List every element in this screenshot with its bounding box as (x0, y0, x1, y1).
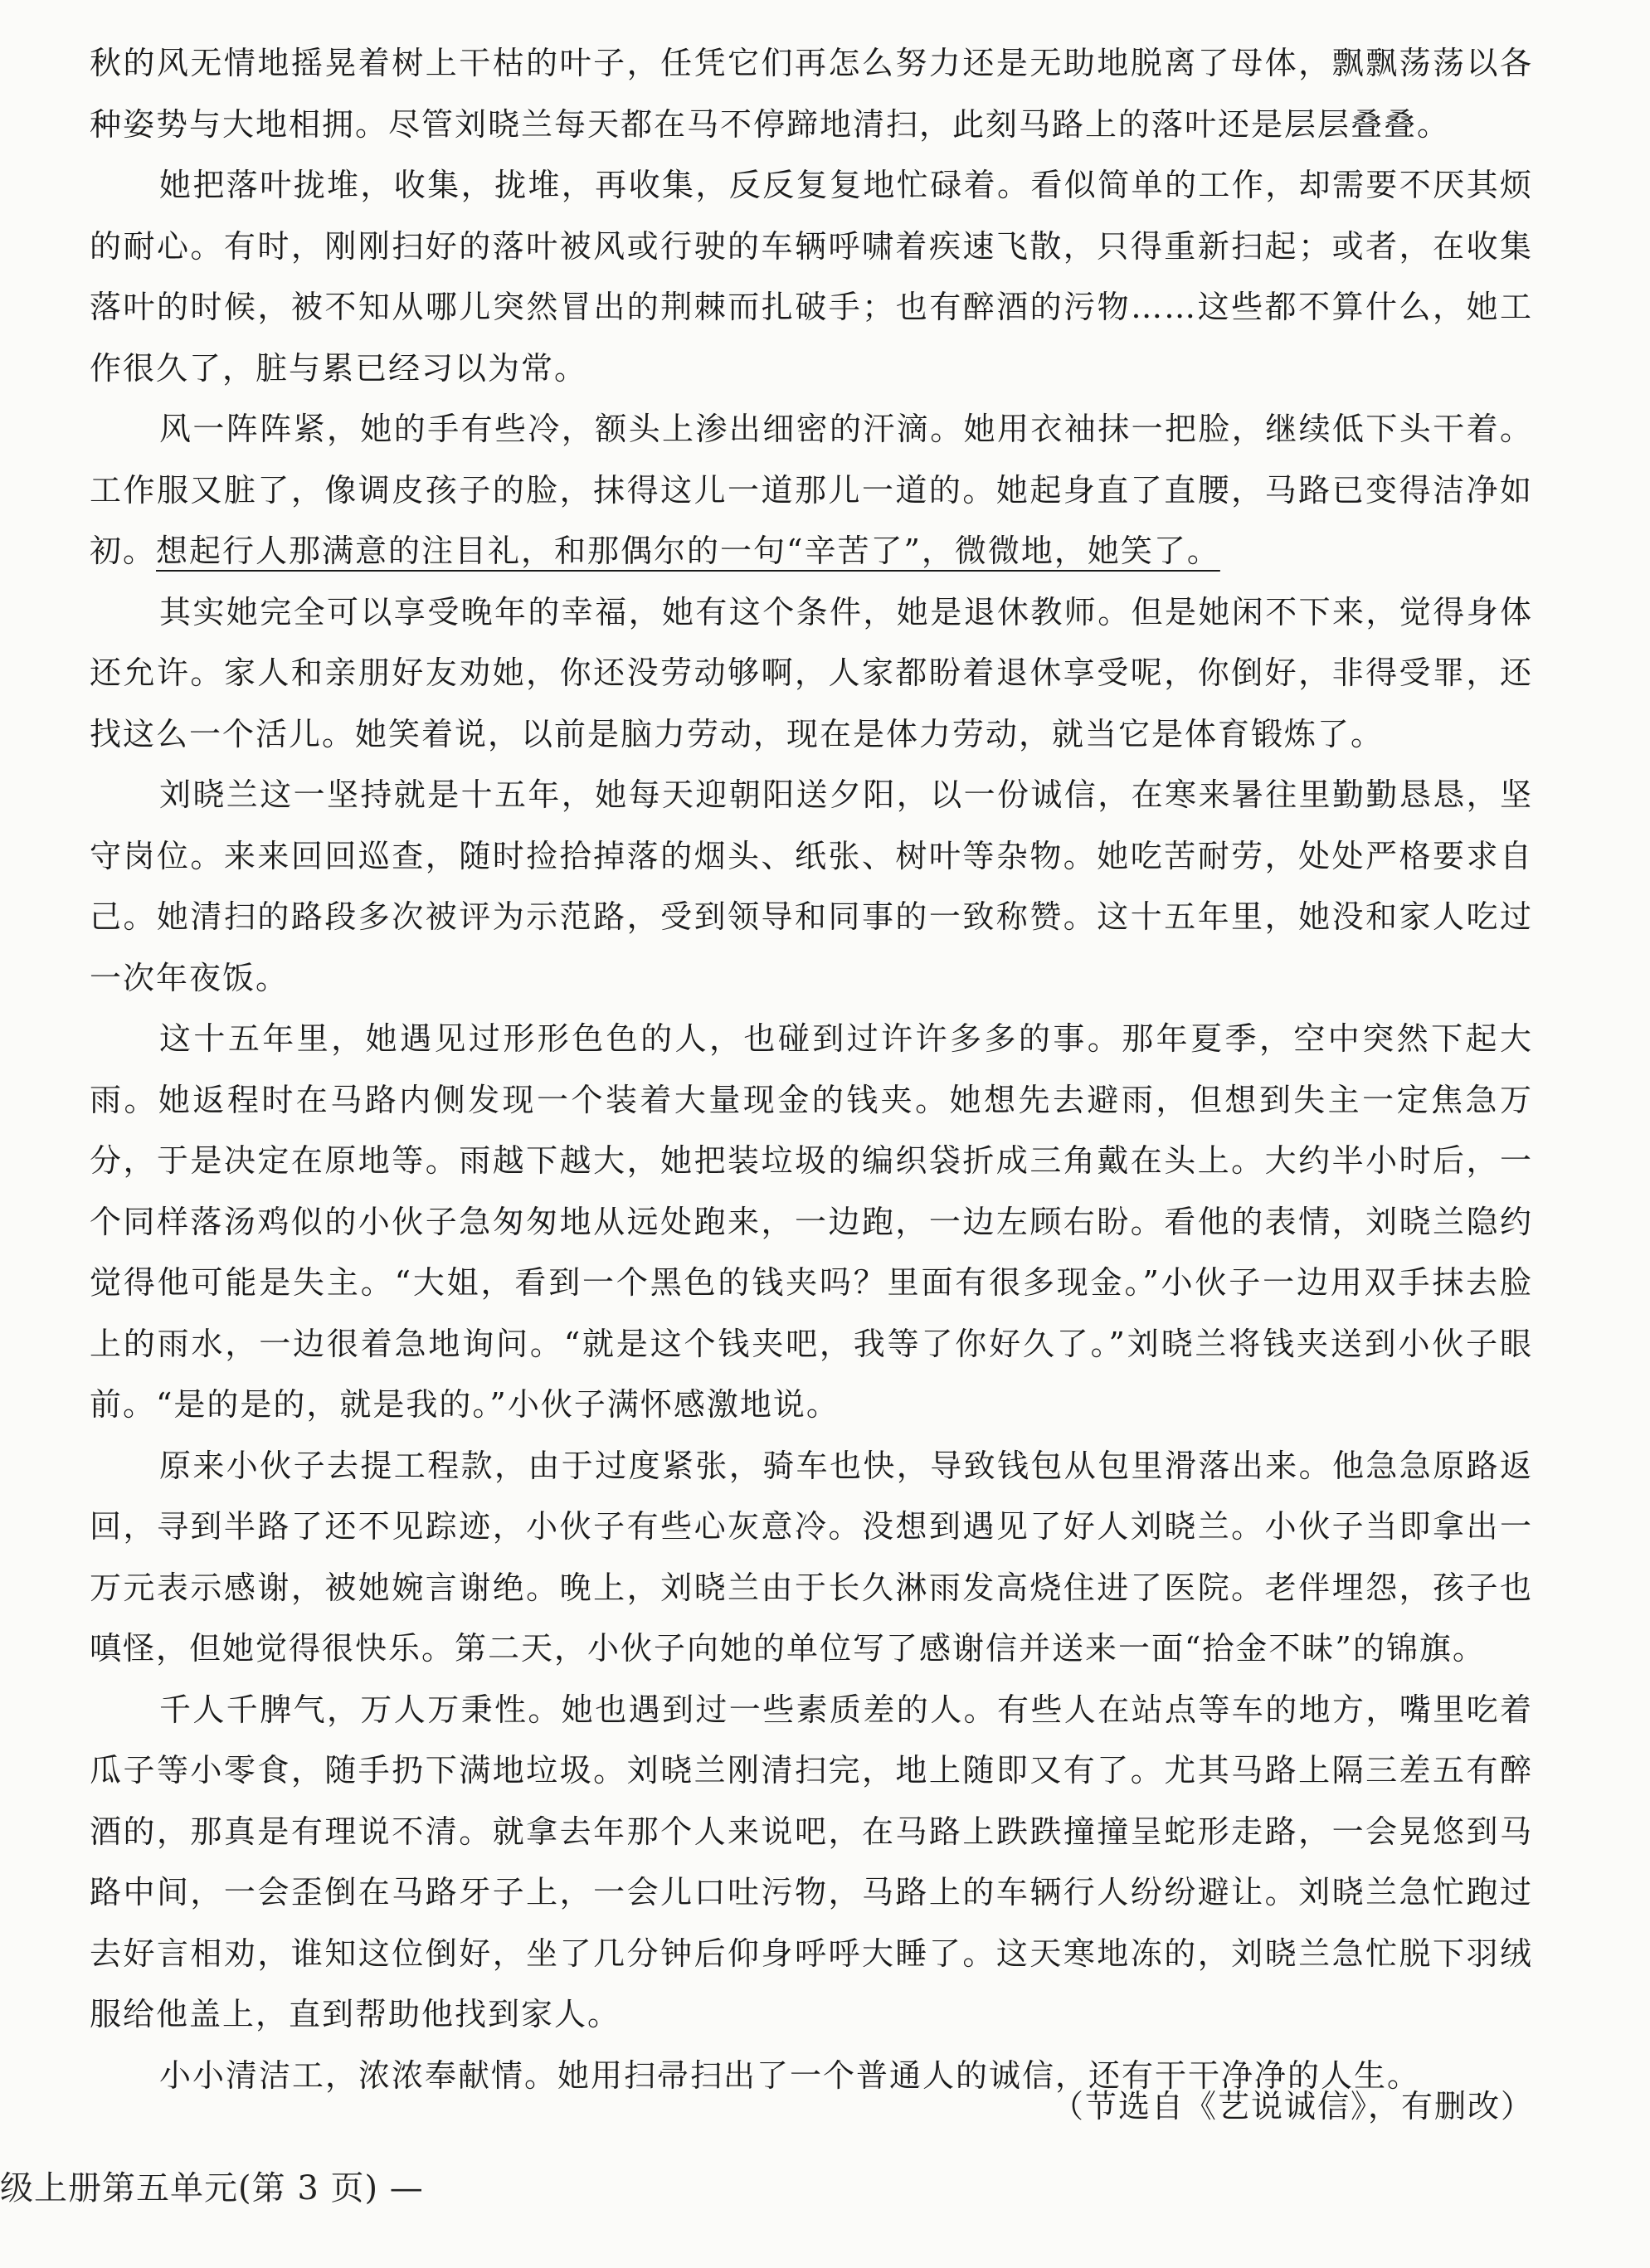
paragraph-4: 其实她完全可以享受晚年的幸福，她有这个条件，她是退休教师。但是她闲不下来，觉得身体还允许。家人和亲朋好友劝她，你还没劳动够啊，人家都盼着退休享受呢，你倒好，非得受罪，还找这么一个活儿。她笑着说，以前是脑力劳动，现在是体力劳动，就当它是体育锻炼了。 (90, 593, 1533, 752)
paragraph-9: 小小清洁工，浓浓奉献情。她用扫帚扫出了一个普通人的诚信，还有干干净净的人生。 (159, 2056, 1421, 2094)
article-body (90, 33, 1533, 2106)
paragraph-6: 这十五年里，她遇见过形形色色的人，也碰到过许许多多的事。那年夏季，空中突然下起大雨。她返程时在马路内侧发现一个装着大量现金的钱夹。她想先去避雨，但想到失主一定焦急万分，于是决定在原地等。雨越下越大，她把装垃圾的编织袋折成三角戴在头上。大约半小时后，一个同样落汤鸡似的小伙子急匆匆地从远处跑来，一边跑，一边左顾右盼。看他的表情，刘晓兰隐约觉得他可能是失主。“大姐，看到一个黑色的钱夹吗？里面有很多现金。”小伙子一边用双手抹去脸上的雨水，一边很着急地询问。“就是这个钱夹吧，我等了你好久了。”刘晓兰将钱夹送到小伙子眼前。“是的是的，就是我的。”小伙子满怀感激地说。 (90, 1020, 1533, 1423)
paragraph-1: 秋的风无情地摇晃着树上干枯的叶子，任凭它们再怎么努力还是无助地脱离了母体，飘飘荡荡以各种姿势与大地相拥。尽管刘晓兰每天都在马不停蹄地清扫，此刻马路上的落叶还是层层叠叠。 (90, 45, 1533, 143)
paragraph-5: 刘晓兰这一坚持就是十五年，她每天迎朝阳送夕阳，以一份诚信，在寒来暑往里勤勤恳恳，坚守岗位。来来回回巡查，随时捡拾掉落的烟头、纸张、树叶等杂物。她吃苦耐劳，处处严格要求自己。她清扫的路段多次被评为示范路，受到领导和同事的一致称赞。这十五年里，她没和家人吃过一次年夜饭。 (90, 776, 1533, 996)
page-footer: 级上册第五单元(第 3 页) — (0, 2169, 424, 2207)
source-citation: （节选自《艺说诚信》，有删改） (1051, 2088, 1534, 2124)
paragraph-3: 风一阵阵紧，她的手有些冷，额头上渗出细密的汗滴。她用衣袖抹一把脸，继续低下头干着。工作服又脏了，像调皮孩子的脸，抹得这儿一道那儿一道的。她起身直了直腰，马路已变得洁净如初。想起行人那满意的注目礼，和那偶尔的一句“辛苦了”，微微地，她笑了。 (90, 411, 1533, 569)
underlined-sentence: 想起行人那满意的注目礼，和那偶尔的一句“辛苦了”，微微地，她笑了。 (156, 533, 1220, 569)
paragraph-2: 她把落叶拢堆，收集，拢堆，再收集，反反复复地忙碌着。看似简单的工作，却需要不厌其烦的耐心。有时，刚刚扫好的落叶被风或行驶的车辆呼啸着疾速飞散，只得重新扫起；或者，在收集落叶的时候，被不知从哪儿突然冒出的荆棘而扎破手；也有醉酒的污物……这些都不算什么，她工作很久了，脏与累已经习以为常。 (90, 167, 1533, 387)
paragraph-8: 千人千脾气，万人万秉性。她也遇到过一些素质差的人。有些人在站点等车的地方，嘴里吃着瓜子等小零食，随手扔下满地垃圾。刘晓兰刚清扫完，地上随即又有了。尤其马路上隔三差五有醉酒的，那真是有理说不清。就拿去年那个人来说吧，在马路上跌跌撞撞呈蛇形走路，一会晃悠到马路中间，一会歪倒在马路牙子上，一会儿口吐污物，马路上的车辆行人纷纷避让。刘晓兰急忙跑过去好言相劝，谁知这位倒好，坐了几分钟后仰身呼呼大睡了。这天寒地冻的，刘晓兰急忙脱下羽绒服给他盖上，直到帮助他找到家人。 (90, 1691, 1533, 2032)
paragraph-7: 原来小伙子去提工程款，由于过度紧张，骑车也快，导致钱包从包里滑落出来。他急急原路返回，寻到半路了还不见踪迹，小伙子有些心灰意冷。没想到遇见了好人刘晓兰。小伙子当即拿出一万元表示感谢，被她婉言谢绝。晚上，刘晓兰由于长久淋雨发高烧住进了医院。老伴埋怨，孩子也嗔怪，但她觉得很快乐。第二天，小伙子向她的单位写了感谢信并送来一面“拾金不昧”的锦旗。 (90, 1447, 1533, 1667)
